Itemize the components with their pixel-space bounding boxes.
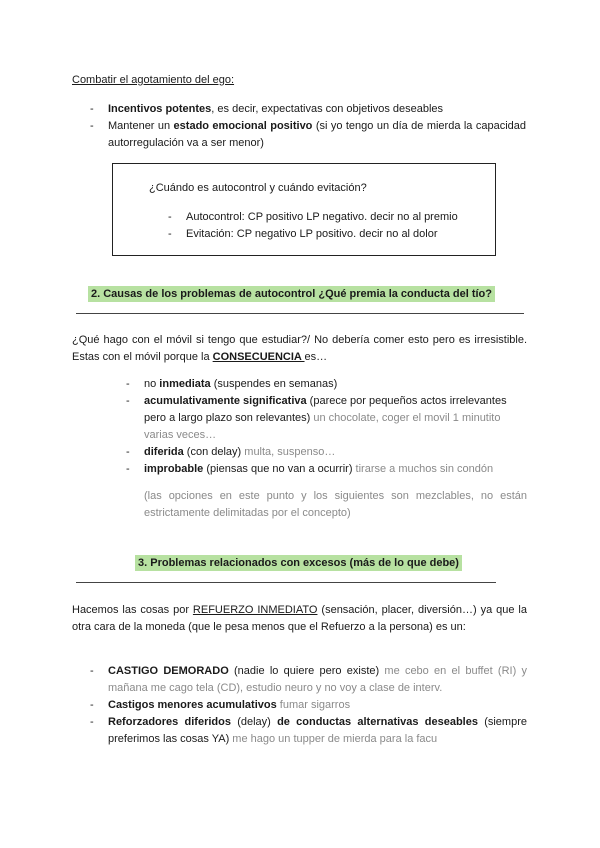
section3-heading xyxy=(135,557,462,569)
list-item-bold: Reforzadores diferidos xyxy=(108,716,231,728)
divider xyxy=(76,582,496,583)
list-item-text: (piensas que no van a ocurrir) xyxy=(203,463,353,475)
list-item-bold: CASTIGO DEMORADO xyxy=(108,665,229,677)
list-item-example: fumar sigarros xyxy=(276,699,351,711)
list-item-pre: no xyxy=(144,378,160,390)
list-item: - no inmediata (suspendes en semanas) xyxy=(126,378,338,390)
list-item-bold: improbable xyxy=(144,463,204,475)
refuerzo-keyword: REFUERZO INMEDIATO xyxy=(192,604,318,616)
list-item-example: multa, suspenso… xyxy=(241,446,336,458)
section3-list xyxy=(90,663,527,748)
list-item-text: (suspendes en semanas) xyxy=(210,378,338,390)
list-item-bold: estado emocional positivo xyxy=(173,120,313,132)
section2-heading-text: 2. Causas de los problemas de autocontrol ¿Qué premia la conducta del tío? xyxy=(88,286,495,302)
list-item: - CASTIGO DEMORADO (nadie lo quiere pero existe) me cebo en el buffet (RI) y mañana me cago tela (CD), estudio neuro y no voy a clase de interv. xyxy=(90,665,527,694)
section2-intro xyxy=(72,332,527,366)
box-item-text: Evitación: CP negativo LP positivo. decir no al dolor xyxy=(186,228,438,240)
list-item-example: tirarse a muchos sin condón xyxy=(352,463,494,475)
list-item-text: (nadie lo quiere pero existe) xyxy=(228,665,380,677)
definition-box xyxy=(112,163,496,256)
list-item-example: me hago un tupper de mierda para la facu xyxy=(229,733,438,745)
intro-text: ¿Qué hago con el móvil si tengo que estudiar?/ No debería comer esto pero es irresistible. Estas con el móvil porque la xyxy=(72,334,527,363)
list-item-text: (si yo tengo un día de mierda la capacidad autorregulación va a ser menor) xyxy=(108,120,526,149)
list-item-bold: diferida xyxy=(144,446,184,458)
list-item: - acumulativamente significativa (parece por pequeños actos irrelevantes pero a largo plazo son relevantes) un chocolate, coger el movil 1 minutito varias veces… xyxy=(126,395,507,441)
section3-intro xyxy=(72,602,527,636)
box-list xyxy=(168,209,488,243)
section1-title: Combatir el agotamiento del ego: xyxy=(72,74,235,86)
list-item-bold: Incentivos potentes xyxy=(108,103,212,115)
list-item: - diferida (con delay) multa, suspenso… xyxy=(126,446,336,458)
list-item-pre: Mantener un xyxy=(108,120,174,132)
list-item: - Incentivos potentes, es decir, expectativas con objetivos deseables xyxy=(90,103,444,115)
list-item-example: un chocolate, coger el movil 1 minutito varias veces… xyxy=(144,412,501,441)
section3-heading-text: 3. Problemas relacionados con excesos (más de lo que debe) xyxy=(135,555,462,571)
list-item: - Autocontrol: CP positivo LP negativo. decir no al premio xyxy=(168,211,458,223)
list-item-text: (delay) xyxy=(230,716,278,728)
box-item-text: Autocontrol: CP positivo LP negativo. decir no al premio xyxy=(186,211,458,223)
list-item: - improbable (piensas que no van a ocurrir) tirarse a muchos sin condón xyxy=(126,463,494,475)
consecuencia-keyword: CONSECUENCIA xyxy=(212,351,305,363)
section2-heading xyxy=(88,288,495,300)
list-item-text: (parece por pequeños actos irrelevantes pero a largo plazo son relevantes) xyxy=(144,395,507,424)
list-item-bold: inmediata xyxy=(159,378,211,390)
list-item: - Evitación: CP negativo LP positivo. decir no al dolor xyxy=(168,228,438,240)
section2-note: (las opciones en este punto y los siguientes son mezclables, no están estrictamente delimitadas por el concepto) xyxy=(144,490,527,519)
box-question: ¿Cuándo es autocontrol y cuándo evitación? xyxy=(149,182,367,194)
list-item-example: me cebo en el buffet (RI) y mañana me cago tela (CD), estudio neuro y no voy a clase de interv. xyxy=(108,665,527,694)
list-item-bold: de conductas alternativas deseables xyxy=(277,716,478,728)
list-item-text: (siempre preferimos las cosas YA) xyxy=(108,716,527,745)
section1-list xyxy=(90,101,526,152)
divider xyxy=(76,313,524,314)
list-item-bold: acumulativamente significativa xyxy=(144,395,307,407)
list-item-text: (con delay) xyxy=(183,446,242,458)
intro-text: Hacemos las cosas por xyxy=(72,604,193,616)
list-item-text: , es decir, expectativas con objetivos deseables xyxy=(211,103,444,115)
list-item: - Mantener un estado emocional positivo (si yo tengo un día de mierda la capacidad autorregulación va a ser menor) xyxy=(90,120,526,149)
intro-text-end: es… xyxy=(304,351,328,363)
intro-text-end: (sensación, placer, diversión…) ya que la otra cara de la moneda (que le pesa menos que el Refuerzo a la persona) es un: xyxy=(72,604,527,633)
list-item: - Castigos menores acumulativos fumar sigarros xyxy=(90,699,351,711)
list-item-bold: Castigos menores acumulativos xyxy=(108,699,277,711)
section2-list xyxy=(126,376,526,478)
list-item: - Reforzadores diferidos (delay) de conductas alternativas deseables (siempre preferimos las cosas YA) me hago un tupper de mierda para la facu xyxy=(90,716,527,745)
